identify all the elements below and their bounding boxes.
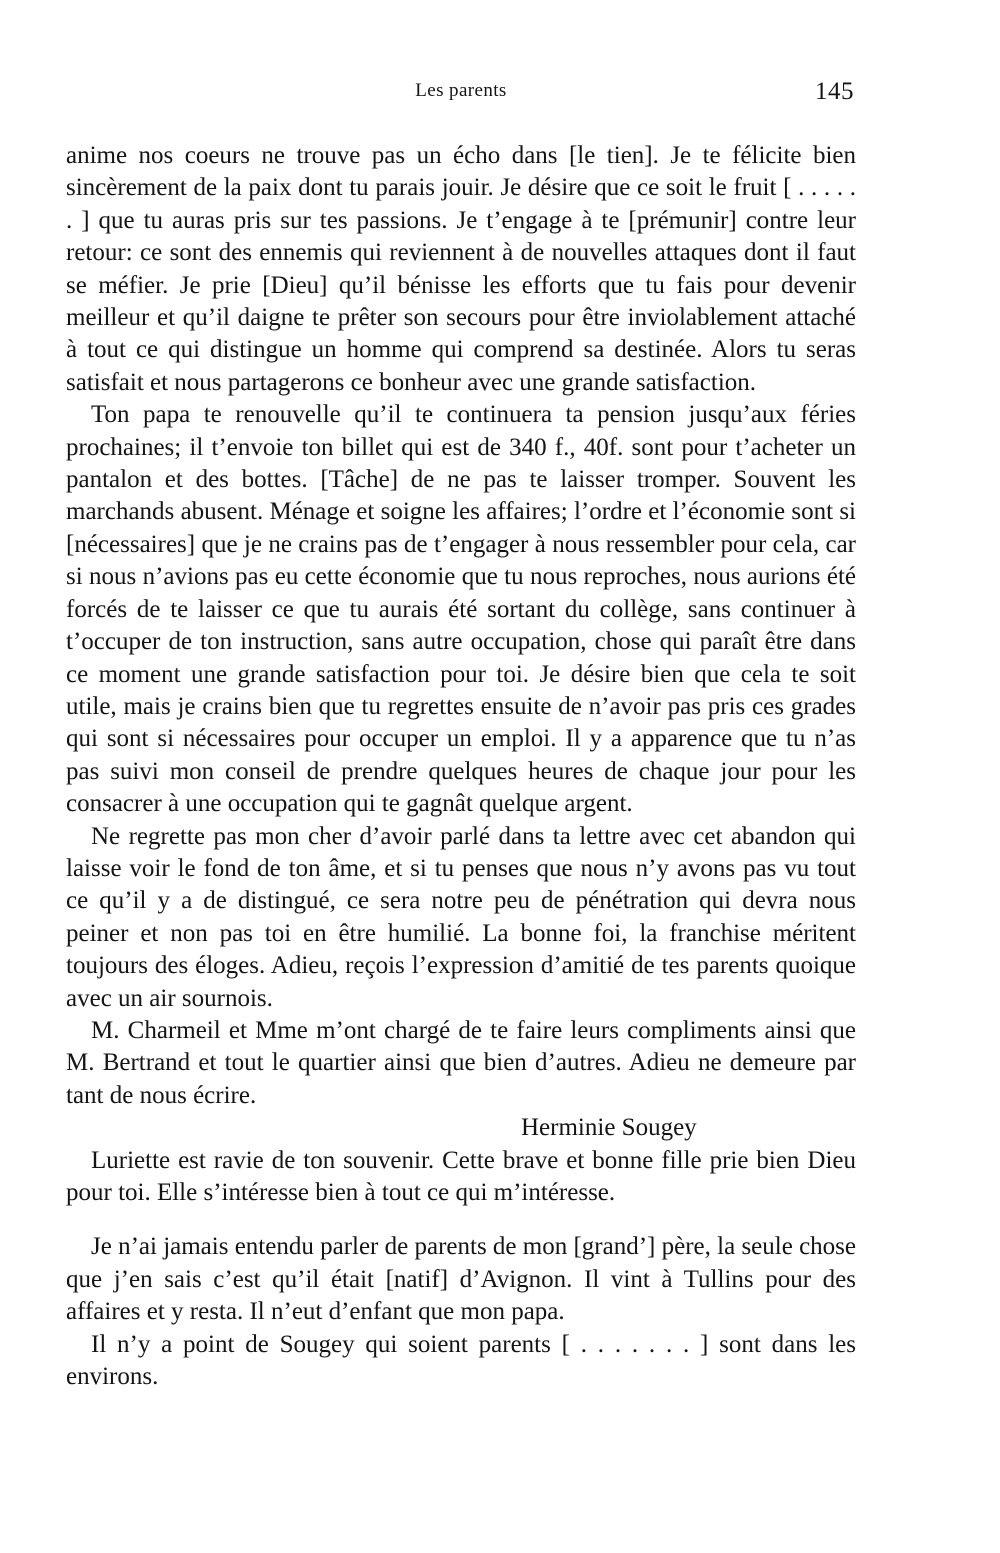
paragraph-continued: anime nos coeurs ne trouve pas un écho dans [le tien]. Je te félicite bien sincèrement de la paix dont tu parais jouir. Je désire que ce soit le fruit [ . . . . . . ] que tu auras pris sur tes passions. Je t’engage à te [prémunir] contre leur retour: ce sont des ennemis qui reviennent à de nouvelles attaques dont il faut se méfier. Je prie [Dieu] qu’il bénisse les efforts que tu fais pour devenir meilleur et qu’il daigne te prêter son secours pour être inviolablement attaché à tout ce qui distingue un homme qui comprend sa destinée. Alors tu seras satisfait et nous partagerons ce bonheur avec une grande satisfaction. <box>66 142 856 396</box>
paragraph-pension: Ton papa te renouvelle qu’il te continuera ta pension jusqu’aux féries prochaines; il t’envoie ton billet qui est de 340 f., 40f. sont pour t’acheter un pantalon et des bottes. [Tâche] de ne pas te laisser tromper. Souvent les marchands abusent. Ménage et soigne les affaires; l’ordre et l’économie sont si [nécessaires] que je ne crains pas de t’engager à nous ressembler pour cela, car si nous n’avions pas eu cette économie que tu nous reproches, nous aurions été forcés de te laisser ce que tu aurais été sortant du collège, sans continuer à t’occuper de ton instruction, sans autre occupation, chose qui paraît être dans ce moment une grande satisfaction pour toi. Je désire bien que cela te soit utile, mais je crains bien que tu regrettes ensuite de n’avoir pas pris ces grades qui sont si nécessaires pour occuper un emploi. Il y a apparence que tu n’as pas suivi mon conseil de prendre quelques heures de chaque jour pour les consacrer à une occupation qui te gagnât quelque argent. <box>66 401 856 818</box>
running-header <box>66 78 856 112</box>
paragraph-relatives: Il n’y a point de Sougey qui soient parents [ . . . . . . . ] sont dans les environs. <box>66 1330 856 1391</box>
paragraph-regret: Ne regrette pas mon cher d’avoir parlé dans ta lettre avec cet abandon qui laisse voir le fond de ton âme, et si tu penses que nous n’y avons pas vu tout ce qu’il y a de distingué, ce sera notre peu de pénétration qui devra nous peiner et non pas toi en être humilié. La bonne foi, la franchise méritent toujours des éloges. Adieu, reçois l’expression d’amitié de tes parents quoique avec un air sournois. <box>66 822 856 1012</box>
running-title: Les parents <box>415 80 507 101</box>
paragraph-grandfather: Je n’ai jamais entendu parler de parents de mon [grand’] père, la seule chose que j’en sais c’est qu’il était [natif] d’Avignon. Il vint à Tullins pour des affaires et y resta. Il n’eut d’enfant que mon papa. <box>66 1233 856 1326</box>
paragraph-compliments: M. Charmeil et Mme m’ont chargé de te faire leurs compliments ainsi que M. Bertrand et tout le quartier ainsi que bien d’autres. Adieu ne demeure par tant de nous écrire. <box>66 1016 856 1109</box>
page-number: 145 <box>815 78 854 105</box>
letter-signature: Herminie Sougey <box>521 1114 697 1142</box>
body-text <box>66 140 856 1393</box>
paragraph-postscript: Luriette est ravie de ton souvenir. Cette brave et bonne fille prie bien Dieu pour toi. Elle s’intéresse bien à tout ce qui m’intéresse. <box>66 1146 856 1206</box>
